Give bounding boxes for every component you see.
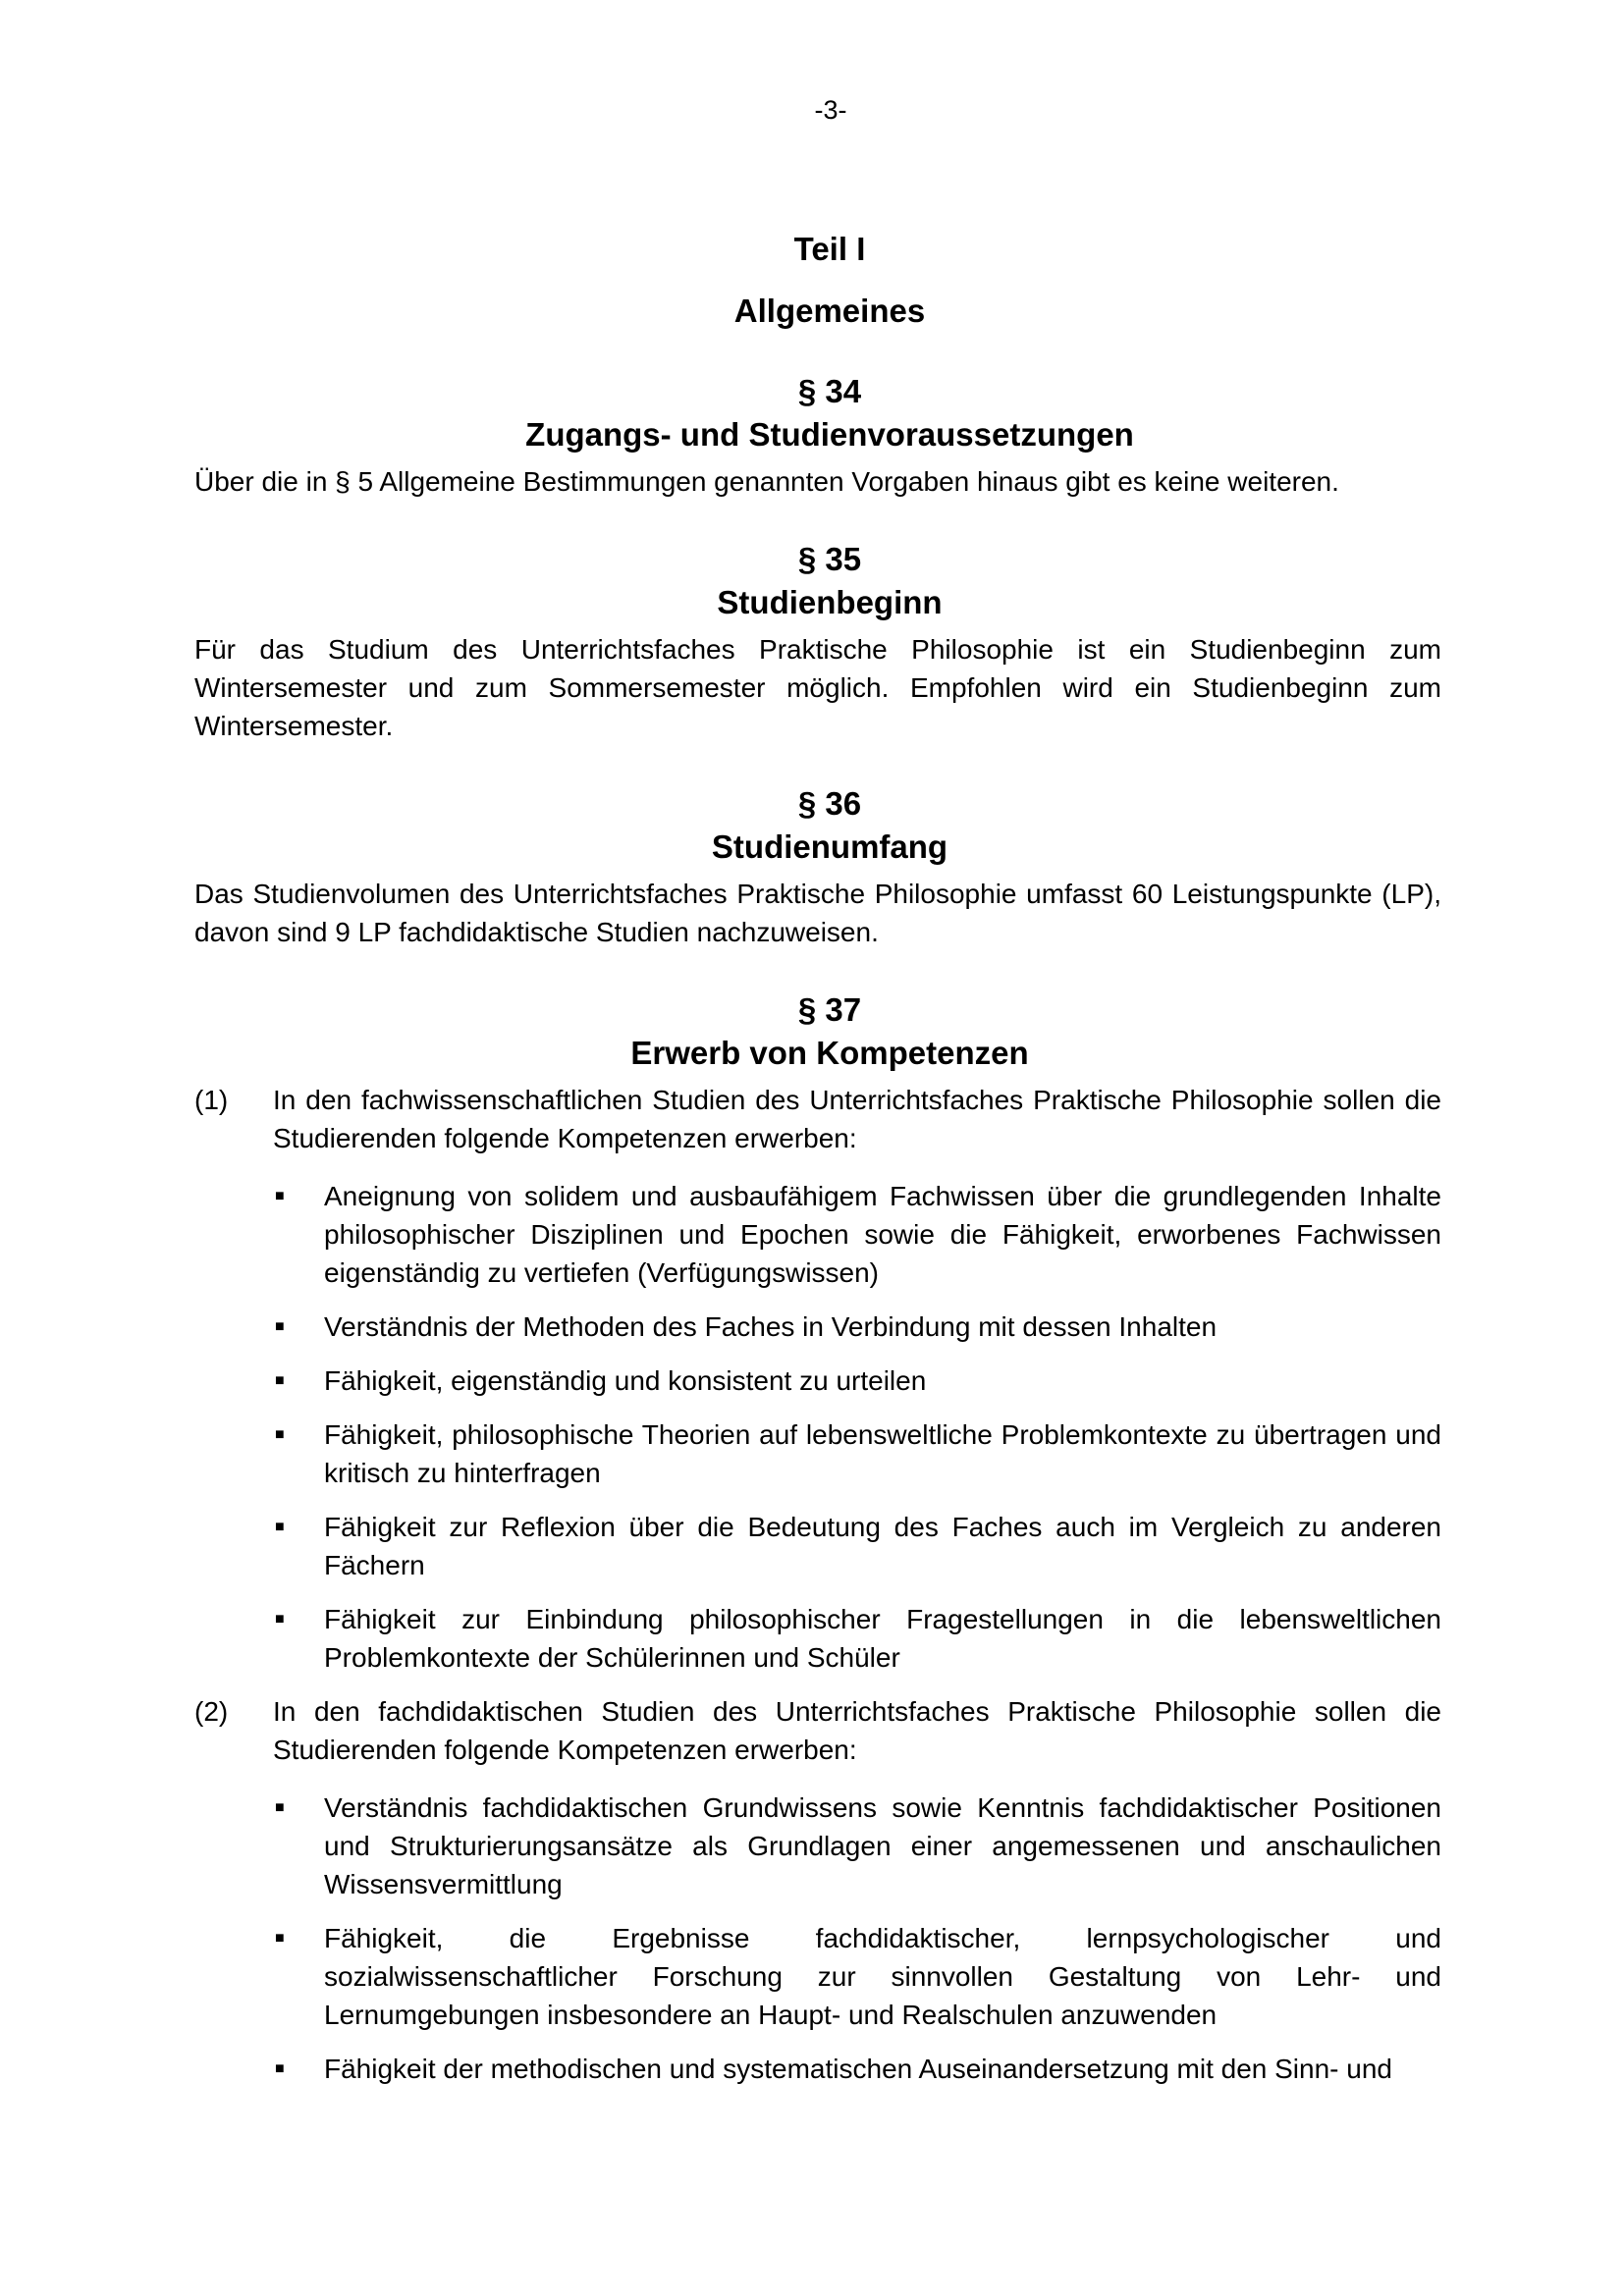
section-37 (194, 988, 1441, 2088)
square-bullet-icon: ■ (275, 1519, 285, 1535)
numbered-paragraph-2 (194, 1692, 1441, 1769)
section-title: Studienbeginn (717, 584, 943, 620)
paragraph-text: In den fachwissenschaftlichen Studien des Unterrichtsfaches Praktische Philosophie sollen die Studierenden folgende Kompetenzen erwerben: (273, 1085, 1441, 1153)
list-item (273, 2050, 1441, 2088)
section-number: § 35 (797, 541, 862, 577)
square-bullet-icon: ■ (275, 1799, 285, 1816)
list-item-text: Fähigkeit, eigenständig und konsistent zu urteilen (324, 1365, 927, 1396)
part-subtitle: Allgemeines (733, 293, 926, 329)
section-title: Zugangs- und Studienvoraussetzungen (525, 416, 1134, 453)
list-item (273, 1789, 1441, 1903)
paragraph-text: In den fachdidaktischen Studien des Unterrichtsfaches Praktische Philosophie sollen die Studierenden folgende Kompetenzen erwerben: (273, 1696, 1441, 1765)
section-paragraph: Für das Studium des Unterrichtsfaches Praktische Philosophie ist ein Studienbeginn zum Wintersemester und zum Sommersemester möglich. Empfohlen wird ein Studienbeginn zum Wintersemester. (194, 634, 1441, 741)
list-item (273, 1508, 1441, 1584)
square-bullet-icon: ■ (275, 1426, 285, 1443)
list-item-text: Verständnis fachdidaktischen Grundwissens sowie Kenntnis fachdidaktischer Positionen und Strukturierungsansätze als Grundlagen einer angemessenen und anschaulichen Wissensvermittlung (324, 1792, 1441, 1899)
competence-list-1 (273, 1177, 1441, 1677)
paragraph-number: (1) (194, 1085, 229, 1115)
list-item (273, 1919, 1441, 2034)
document-page (194, 90, 1441, 2104)
page-number: -3- (814, 95, 847, 125)
list-item (273, 1308, 1441, 1346)
section-paragraph: Das Studienvolumen des Unterrichtsfaches Praktische Philosophie umfasst 60 Leistungspunkte (LP), davon sind 9 LP fachdidaktische Studien nachzuweisen. (194, 879, 1441, 947)
section-paragraph: Über die in § 5 Allgemeine Bestimmungen genannten Vorgaben hinaus gibt es keine weiteren. (194, 466, 1339, 497)
paragraph-number: (2) (194, 1696, 229, 1727)
square-bullet-icon: ■ (275, 1188, 285, 1204)
section-number: § 36 (797, 785, 862, 822)
part-title: Teil I (793, 231, 866, 267)
section-36 (194, 782, 1441, 951)
square-bullet-icon: ■ (275, 1930, 285, 1947)
section-title: Erwerb von Kompetenzen (630, 1035, 1029, 1071)
list-item (273, 1362, 1441, 1400)
section-title: Studienumfang (711, 828, 948, 865)
square-bullet-icon: ■ (275, 1611, 285, 1628)
section-34 (194, 370, 1441, 501)
list-item (273, 1415, 1441, 1492)
competence-list-2 (273, 1789, 1441, 2088)
list-item-text: Verständnis der Methoden des Faches in Verbindung mit dessen Inhalten (324, 1311, 1218, 1342)
section-number: § 34 (797, 373, 862, 409)
section-35 (194, 538, 1441, 745)
list-item (273, 1177, 1441, 1292)
square-bullet-icon: ■ (275, 1318, 285, 1335)
list-item-text: Fähigkeit zur Einbindung philosophischer Fragestellungen in die lebensweltlichen Problemkontexte der Schülerinnen und Schüler (324, 1604, 1441, 1673)
list-item-text: Fähigkeit, die Ergebnisse fachdidaktischer, lernpsychologischer und sozialwissenschaftlicher Forschung zur sinnvollen Gestaltung von Lehr- und Lernumgebungen insbesondere an Haupt- und Realschulen anzuwenden (324, 1923, 1441, 2030)
numbered-paragraph-1 (194, 1081, 1441, 1157)
list-item-text: Fähigkeit, philosophische Theorien auf lebensweltliche Problemkontexte zu übertragen und kritisch zu hinterfragen (324, 1419, 1441, 1488)
square-bullet-icon: ■ (275, 1372, 285, 1389)
list-item-text: Fähigkeit zur Reflexion über die Bedeutung des Faches auch im Vergleich zu anderen Fächern (324, 1512, 1441, 1580)
section-number: § 37 (797, 991, 862, 1028)
list-item (273, 1600, 1441, 1677)
list-item-text: Aneignung von solidem und ausbaufähigem Fachwissen über die grundlegenden Inhalte philosophischer Disziplinen und Epochen sowie die Fähigkeit, erworbenes Fachwissen eigenständig zu vertiefen (Verfügungswissen) (324, 1181, 1441, 1288)
list-item-text: Fähigkeit der methodischen und systematischen Auseinandersetzung mit den Sinn- und (324, 2054, 1392, 2084)
square-bullet-icon: ■ (275, 2060, 285, 2077)
